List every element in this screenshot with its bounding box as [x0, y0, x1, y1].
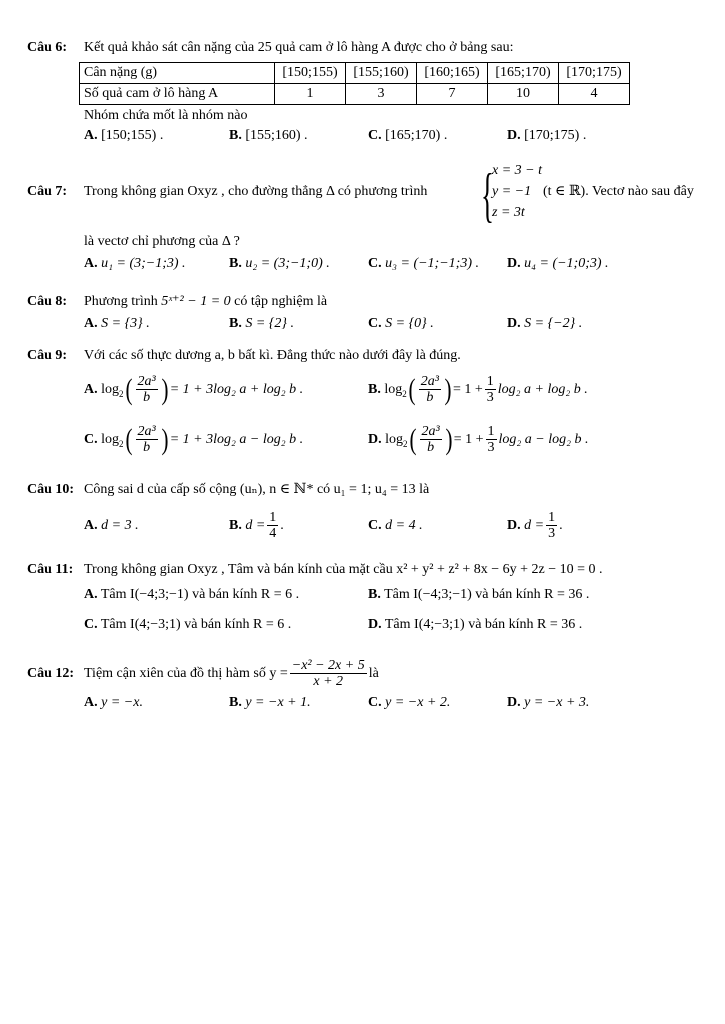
- option-label: D.: [507, 256, 521, 271]
- numerator: 2a³: [420, 374, 439, 390]
- q8-option-b: [229, 316, 294, 332]
- q7-option-b: [229, 256, 330, 272]
- q7-condition: (t ∈ ℝ). Vectơ nào sau đây: [543, 184, 694, 199]
- option-text: d =: [524, 518, 545, 533]
- option-label: B.: [229, 316, 242, 331]
- q6-table: [79, 62, 630, 105]
- q9-number: Câu 9:: [27, 348, 68, 363]
- table-row: [80, 63, 630, 84]
- table-row: [80, 84, 630, 105]
- option-text: y = −x.: [101, 695, 143, 710]
- option-label: A.: [84, 316, 98, 331]
- rhs-post: log₂ a − log₂ b .: [498, 432, 589, 447]
- q11-option-c: [84, 617, 291, 633]
- denominator: 3: [487, 440, 495, 456]
- option-text: Tâm I(−4;3;−1) và bán kính R = 36 .: [384, 587, 590, 602]
- q11-option-d: [368, 617, 582, 633]
- q8-option-a: [84, 316, 150, 332]
- denominator: 3: [548, 526, 556, 542]
- q8-equation: 5ˣ⁺² − 1 = 0: [161, 294, 231, 309]
- q10-text: Công sai d của cấp số cộng (uₙ), n ∈ ℕ* có u₁ = 1; u₄ = 13 là: [84, 482, 430, 497]
- option-text: u₂ = (3;−1;0) .: [245, 256, 330, 271]
- option-text: S = {2} .: [245, 316, 294, 331]
- option-text: u₄ = (−1;0;3) .: [524, 256, 609, 271]
- q7-system-line-3: z = 3t: [492, 205, 525, 220]
- table-cell: 3: [346, 84, 417, 105]
- log-text: log: [384, 382, 403, 397]
- option-label: A.: [84, 128, 98, 143]
- option-label: D.: [507, 518, 521, 533]
- log-base: 2: [403, 438, 408, 449]
- q10-option-a: [84, 508, 139, 544]
- denominator: 4: [269, 526, 277, 542]
- option-label: A.: [84, 382, 98, 397]
- log-base: 2: [402, 388, 407, 399]
- fraction: [546, 510, 557, 541]
- q12-text-post: là: [368, 666, 379, 681]
- q7-option-a: [84, 256, 186, 272]
- denominator: b: [427, 440, 435, 456]
- numerator: −x² − 2x + 5: [291, 658, 365, 674]
- table-cell: 1: [275, 84, 346, 105]
- q10-option-d: D. d = $\frac{1}{3}$ .: [507, 510, 563, 542]
- q9-text: Với các số thực dương a, b bất kì. Đẳng thức nào dưới đây là đúng.: [84, 348, 461, 363]
- table-cell: Cân nặng (g): [80, 63, 275, 84]
- numerator: 1: [548, 510, 556, 526]
- q6-text: Kết quả khảo sát cân nặng của 25 quả cam ở lô hàng A được cho ở bảng sau:: [84, 40, 514, 55]
- option-label: B.: [229, 128, 242, 143]
- fraction: [136, 424, 158, 455]
- option-label: A.: [84, 518, 98, 533]
- denominator: b: [426, 390, 434, 406]
- option-text: y = −x + 3.: [524, 695, 590, 710]
- option-text: d = 3 .: [101, 518, 139, 533]
- rhs-pre: = 1 +: [453, 432, 484, 447]
- q9-option-c: C. $\log_2$( $\frac{\text{2a³}}{b}$ ) = 1 + 3log₂ a − log₂ b .: [84, 422, 304, 456]
- table-cell: Số quả cam ở lô hàng A: [80, 84, 275, 105]
- option-label: C.: [368, 518, 382, 533]
- table-cell: [150;155): [275, 63, 346, 84]
- numerator: 1: [269, 510, 277, 526]
- option-text: Tâm I(4;−3;1) và bán kính R = 36 .: [384, 617, 583, 632]
- q11-option-a: [84, 587, 299, 603]
- q9-option-b: B. $\log_2$( $\frac{\text{2a³}}{b}$ ) = 1 + $\frac{1}{3}$ log₂ a + log₂ b .: [368, 372, 588, 406]
- option-label: B.: [368, 587, 381, 602]
- option-text: [165;170) .: [385, 128, 448, 143]
- log-text: log: [385, 432, 404, 447]
- numerator: 2a³: [421, 424, 440, 440]
- fraction: [420, 424, 442, 455]
- numerator: 1: [486, 374, 494, 390]
- denominator: b: [143, 440, 151, 456]
- option-label: B.: [229, 695, 242, 710]
- q10-option-c: [368, 508, 423, 544]
- option-label: C.: [368, 316, 382, 331]
- option-label: D.: [368, 432, 382, 447]
- option-text: = 1 + 3log₂ a − log₂ b .: [169, 432, 304, 447]
- option-text: [170;175) .: [524, 128, 587, 143]
- option-text: Tâm I(4;−3;1) và bán kính R = 6 .: [100, 617, 292, 632]
- table-cell: 10: [488, 84, 559, 105]
- option-text: u₃ = (−1;−1;3) .: [385, 256, 479, 271]
- option-text: d = 4 .: [385, 518, 423, 533]
- option-label: D.: [507, 316, 521, 331]
- q8-text: [84, 294, 327, 310]
- log-base: 2: [119, 438, 124, 449]
- option-label: B.: [229, 518, 242, 533]
- table-cell: [170;175): [559, 63, 630, 84]
- q9-option-d: D. $\log_2$( $\frac{\text{2a³}}{b}$ ) = 1 + $\frac{1}{3}$ log₂ a − log₂ b .: [368, 422, 589, 456]
- q10-option-b: B. d = $\frac{1}{4}$ .: [229, 510, 284, 542]
- q7-system-line-2: y = −1: [492, 184, 532, 199]
- table-cell: 4: [559, 84, 630, 105]
- q9-option-a: A. $\log_2$( $\frac{\text{2a³}}{b}$ ) = 1 + 3log₂ a + log₂ b .: [84, 372, 304, 406]
- option-label: A.: [84, 587, 98, 602]
- option-label: A.: [84, 695, 98, 710]
- numerator: 2a³: [137, 424, 156, 440]
- q8-option-d: [507, 316, 582, 332]
- table-cell: 7: [417, 84, 488, 105]
- q8-text-post: có tập nghiệm là: [234, 294, 328, 309]
- table-cell: [165;170): [488, 63, 559, 84]
- q7-option-c: [368, 256, 479, 272]
- system-brace: {: [481, 162, 494, 228]
- q6-after: Nhóm chứa mốt là nhóm nào: [84, 108, 248, 123]
- option-label: C.: [84, 617, 98, 632]
- option-text: [155;160) .: [245, 128, 308, 143]
- q8-text-pre: Phương trình: [84, 294, 158, 309]
- q11-text: Trong không gian Oxyz , Tâm và bán kính của mặt cầu x² + y² + z² + 8x − 6y + 2z − 10 = 0 .: [84, 562, 603, 577]
- option-text: y = −x + 2.: [385, 695, 451, 710]
- option-text: S = {3} .: [101, 316, 150, 331]
- q12-text: [84, 654, 379, 694]
- option-text: y = −x + 1.: [245, 695, 311, 710]
- denominator: 3: [486, 390, 494, 406]
- q6-option-a: [84, 128, 163, 144]
- q6-option-c: [368, 128, 447, 144]
- option-label: B.: [368, 382, 381, 397]
- fraction: [136, 374, 158, 405]
- option-text: [150;155) .: [101, 128, 164, 143]
- q12-number: Câu 12:: [27, 666, 75, 681]
- q6-option-b: [229, 128, 308, 144]
- q12-text-pre: Tiệm cận xiên của đồ thị hàm số y =: [84, 666, 288, 681]
- option-label: C.: [84, 432, 98, 447]
- q8-number: Câu 8:: [27, 294, 68, 309]
- option-label: B.: [229, 256, 242, 271]
- q11-option-b: [368, 587, 589, 603]
- q8-option-c: [368, 316, 434, 332]
- option-label: C.: [368, 256, 382, 271]
- fraction: [485, 374, 496, 405]
- option-label: C.: [368, 695, 382, 710]
- log-text: log: [101, 432, 120, 447]
- option-text: Tâm I(−4;3;−1) và bán kính R = 6 .: [100, 587, 300, 602]
- option-label: D.: [507, 695, 521, 710]
- q10-number: Câu 10:: [27, 482, 75, 497]
- option-label: C.: [368, 128, 382, 143]
- rhs-pre: = 1 +: [452, 382, 483, 397]
- q12-option-d: [507, 695, 589, 711]
- q6-number: Câu 6:: [27, 40, 68, 55]
- q6-option-d: [507, 128, 586, 144]
- denominator: x + 2: [313, 674, 344, 690]
- numerator: 2a³: [137, 374, 156, 390]
- log-text: log: [101, 382, 120, 397]
- q7-text: Trong không gian Oxyz , cho đường thẳng Δ có phương trình: [84, 184, 428, 199]
- option-text: d =: [245, 518, 266, 533]
- q7-system-line-1: x = 3 − t: [492, 163, 542, 178]
- option-text: S = {0} .: [385, 316, 434, 331]
- option-label: A.: [84, 256, 98, 271]
- rhs-post: log₂ a + log₂ b .: [497, 382, 588, 397]
- fraction: [290, 658, 367, 689]
- log-base: 2: [119, 388, 124, 399]
- q12-option-b: [229, 695, 311, 711]
- table-cell: [160;165): [417, 63, 488, 84]
- q12-option-a: [84, 695, 143, 711]
- numerator: 1: [487, 424, 495, 440]
- denominator: b: [143, 390, 151, 406]
- q12-option-c: [368, 695, 450, 711]
- option-label: D.: [368, 617, 382, 632]
- option-text: = 1 + 3log₂ a + log₂ b .: [169, 382, 304, 397]
- option-label: D.: [507, 128, 521, 143]
- q11-number: Câu 11:: [27, 562, 74, 577]
- fraction: [419, 374, 441, 405]
- option-text: u₁ = (3;−1;3) .: [101, 256, 186, 271]
- q7-number: Câu 7:: [27, 184, 68, 199]
- fraction: [267, 510, 278, 541]
- q7-line2: là vectơ chỉ phương của Δ ?: [84, 234, 240, 249]
- fraction: [486, 424, 497, 455]
- q7-option-d: [507, 256, 609, 272]
- option-text: S = {−2} .: [524, 316, 583, 331]
- table-cell: [155;160): [346, 63, 417, 84]
